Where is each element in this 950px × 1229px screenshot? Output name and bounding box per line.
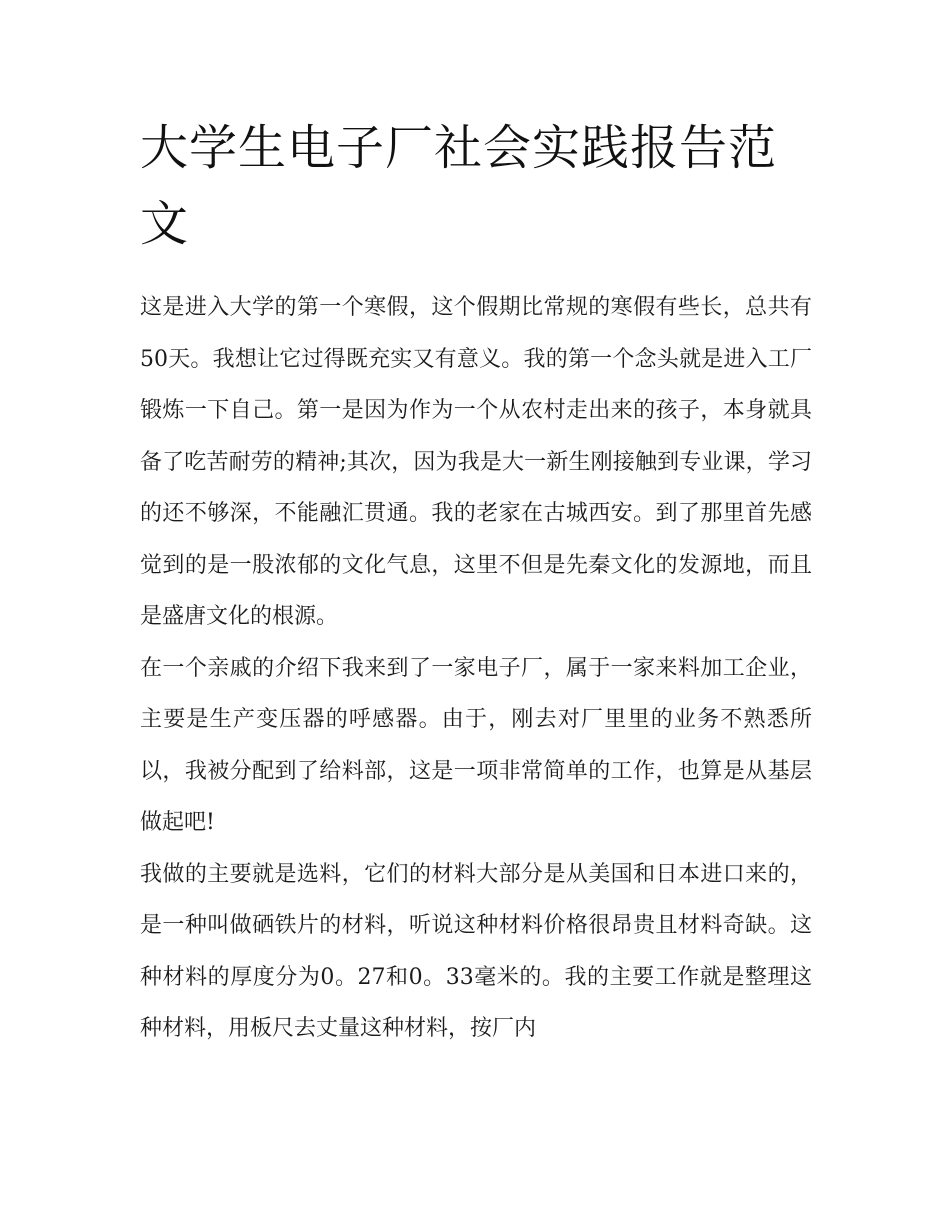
document-page	[140, 110, 812, 1055]
paragraph: 这是进入大学的第一个寒假，这个假期比常规的寒假有些长，总共有50天。我想让它过得既充实又有意义。我的第一个念头就是进入工厂锻炼一下自己。第一是因为作为一个从农村走出来的孩子，本身就具备了吃苦耐劳的精神;其次，因为我是大一新生刚接触到专业课，学习的还不够深，不能融汇贯通。我的老家在古城西安。到了那里首先感觉到的是一股浓郁的文化气息，这里不但是先秦文化的发源地，而且是盛唐文化的根源。	[140, 295, 812, 629]
document-title: 大学生电子厂社会实践报告范文	[140, 120, 778, 252]
paragraph: 我做的主要就是选料，它们的材料大部分是从美国和日本进口来的，是一种叫做硒铁片的材料，听说这种材料价格很昂贵且材料奇缺。这种材料的厚度分为0。27和0。33毫米的。我的主要工作就是整理这种材料，用板尺去丈量这种材料，按厂内	[140, 861, 812, 1041]
paragraph: 在一个亲戚的介绍下我来到了一家电子厂，属于一家来料加工企业，主要是生产变压器的呼感器。由于，刚去对厂里里的业务不熟悉所以，我被分配到了给料部，这是一项非常简单的工作，也算是从基层做起吧!	[140, 655, 812, 835]
document-body	[140, 282, 812, 1055]
